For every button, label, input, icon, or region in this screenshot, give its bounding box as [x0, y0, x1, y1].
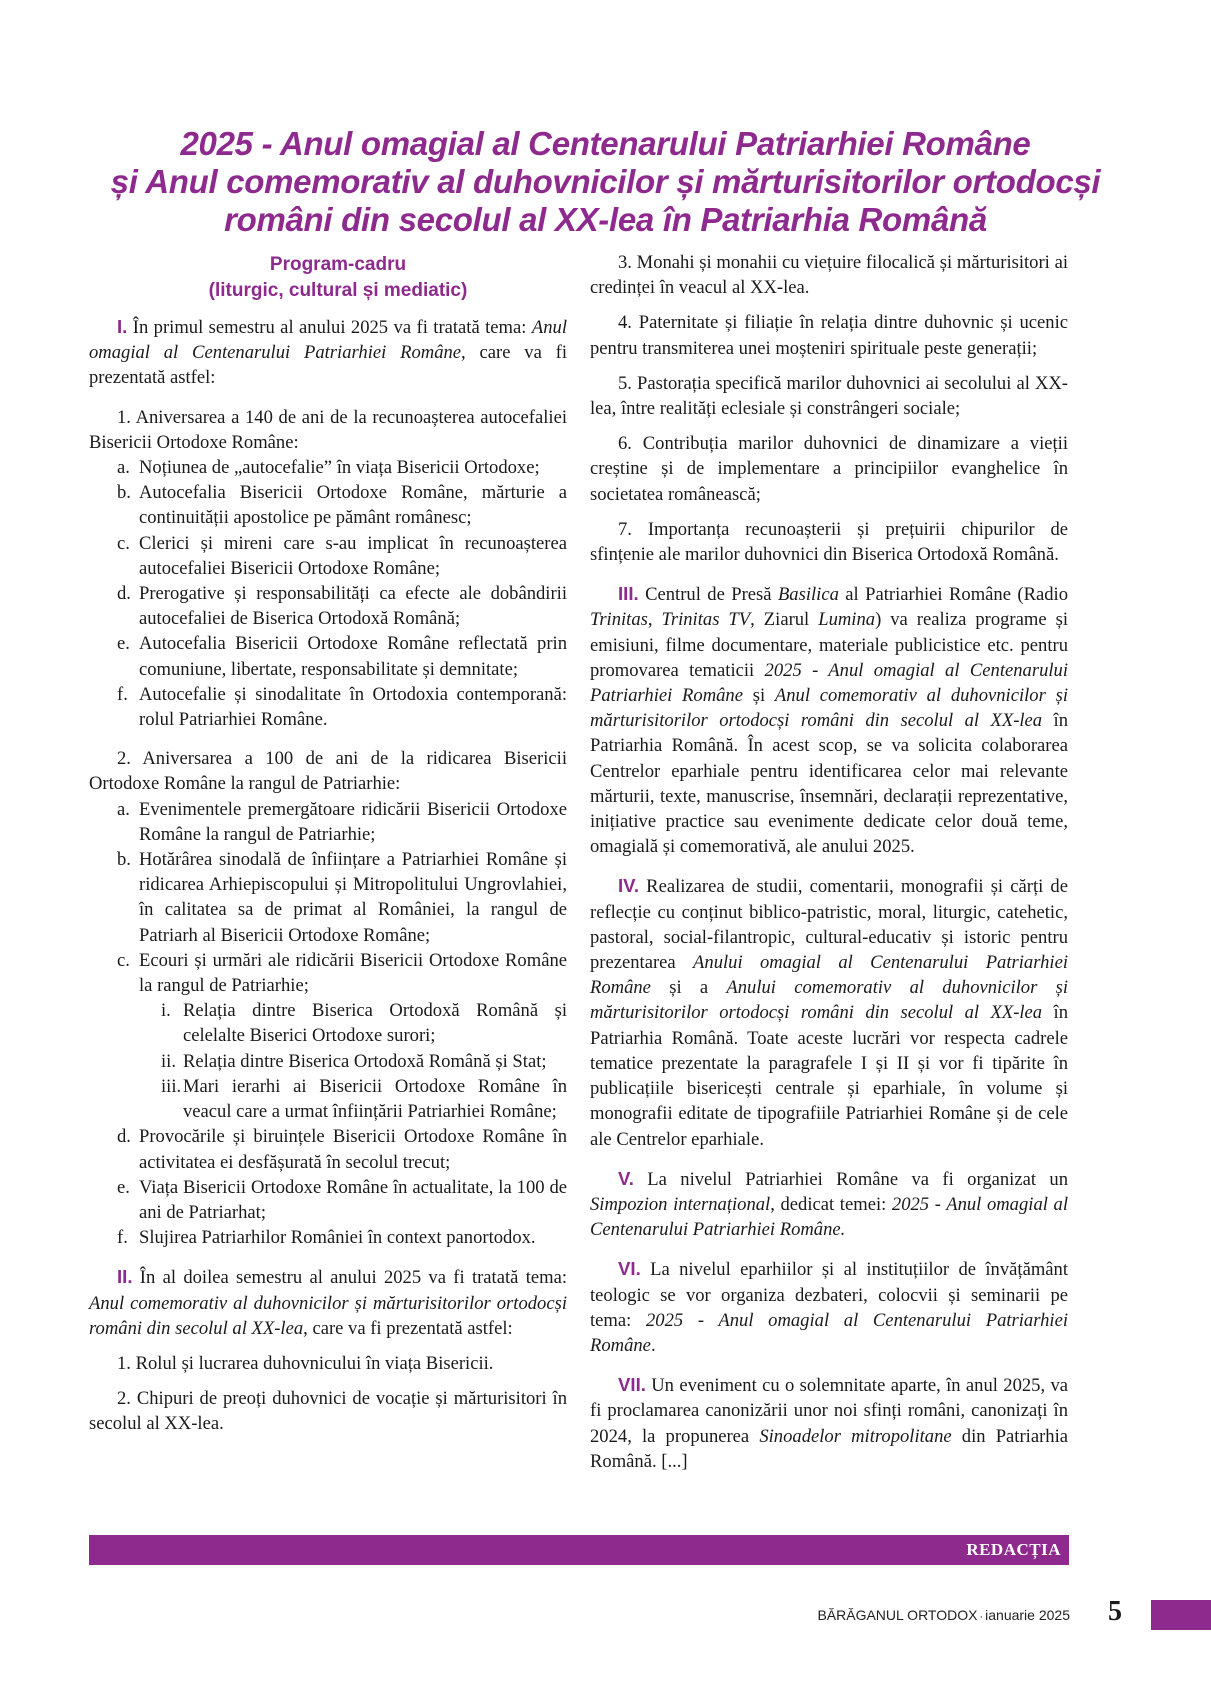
section-ii-intro [89, 1264, 567, 1341]
s7-t2: din Patriarhia Română. [...] [590, 1425, 1068, 1472]
list-item [89, 1124, 567, 1174]
subhead-line-1: Program-cadru [269, 254, 407, 275]
list-item [89, 797, 567, 847]
section-iv-number: IV. [618, 875, 640, 897]
section-iii-number: III. [618, 583, 639, 605]
section-ii-item-5: 5. Pastorația specifică marilor duhovnici ai secolului al XX-lea, între realități eclesiale și constrângeri sociale; [590, 372, 1068, 420]
section-ii-item-4: 4. Paternitate și filiație în relația dintre duhovnic și ucenic pentru transmiterea unei moșteniri spirituale peste generații; [590, 312, 1068, 359]
publication-name: BĂRĂGANUL ORTODOX [817, 1607, 978, 1623]
s7-i1: Sinoadelor mitropolitane [759, 1425, 952, 1447]
section-iv [590, 873, 1068, 1151]
section-i-item-2-sublist-a [89, 797, 567, 999]
list-item [89, 998, 567, 1048]
list-marker: b. [117, 482, 131, 504]
s4-t3: în Patriarhia Română. Toate aceste lucrări vor respecta cadrele tematice prezentate la paragrafele I și II și vor fi tipărite în publicațiile bisericești centrale și eparhiale, în volume și monografii editate de tipografiile Patriarhiei Române și de cele ale Centrelor eparhiale. [590, 1002, 1068, 1150]
section-i-item-1: 1. Aniversarea a 140 de ani de la recunoașterea autocefaliei Bisericii Ortodoxe Române: [89, 406, 567, 453]
list-item [89, 480, 567, 530]
page-accent-bar [1151, 1600, 1211, 1630]
s5-t2: , dedicat temei: [770, 1193, 892, 1215]
section-ii-item-7: 7. Importanța recunoașterii și prețuirii chipurilor de sfințenie ale marilor duhovnici din Biserica Ortodoxă Română. [590, 518, 1068, 566]
list-item [89, 682, 567, 732]
list-item [89, 1175, 567, 1225]
list-marker: f. [117, 683, 128, 705]
list-item [89, 847, 567, 948]
s3-t6: și [742, 685, 775, 707]
s4-i2: Anului comemorativ al duhovnicilor și mărturisitorilor ortodocși români din secolul al XX-lea [590, 977, 1068, 1024]
s3-t4: , Ziarul [750, 609, 819, 631]
list-text: Prerogative și responsabilități ca efecte ale dobândirii autocefaliei de Biserica Ortodoxă Română; [139, 583, 567, 630]
s6-i1: 2025 - Anul omagial al Centenarului Patriarhiei Române [590, 1309, 1069, 1356]
s3-i5: 2025 - Anul omagial al Centenarului Patriarhiei Române [590, 659, 1068, 707]
list-marker: b. [117, 849, 131, 871]
list-item [89, 1049, 567, 1074]
list-marker: e. [117, 633, 130, 655]
title-line-2: și Anul comemorativ al duhovnicilor și mărturisitorilor ortodocși [110, 163, 1101, 200]
section-i-theme: Anul omagial al Centenarului Patriarhiei Române [89, 317, 567, 364]
section-v-number: V. [618, 1167, 634, 1189]
list-text: Viața Bisericii Ortodoxe Române în actualitate, la 100 de ani de Patriarhat; [139, 1176, 567, 1223]
s3-t3: , [647, 609, 662, 631]
s4-t1: Realizarea de studii, comentarii, monografii și cărți de reflecție cu conținut biblico-patristic, moral, liturgic, catehetic, pastoral, social-filantropic, cultural-educativ și istoric pentru prezentarea [590, 876, 1068, 974]
list-marker: c. [117, 949, 130, 971]
list-marker: f. [117, 1227, 128, 1249]
s5-i2: 2025 - Anul omagial al Centenarului Patriarhiei Române. [590, 1193, 1068, 1241]
list-text: Provocările și biruințele Bisericii Ortodoxe Române în activitatea ei desfășurată în secolul trecut; [139, 1126, 567, 1173]
section-v [590, 1166, 1068, 1243]
list-marker: e. [117, 1176, 130, 1198]
footer-separator: · [979, 1611, 984, 1623]
s3-i4: Lumina [818, 609, 876, 631]
s3-i3: Trinitas TV [661, 609, 751, 631]
list-item [89, 531, 567, 581]
list-marker: d. [117, 583, 131, 605]
s4-t2: și a [650, 977, 727, 999]
section-ii-text-b: , care va fi prezentată astfel: [303, 1317, 513, 1339]
s3-t5: ) va realiza programe și emisiuni, filme documentare, materiale publicistice etc. pentru promovarea tematicii [590, 609, 1068, 681]
page-footer [700, 1607, 1070, 1623]
section-i-number: I. [117, 316, 128, 337]
s6-t1: La nivelul eparhiilor și al instituțiilor de învățământ teologic se vor organiza dezbateri, colocvii și seminarii pe tema: [590, 1259, 1068, 1331]
title-line-1: 2025 - Anul omagial al Centenarului Patriarhiei Române [180, 125, 1031, 162]
section-ii-item-6: 6. Contribuția marilor duhovnici de dinamizare a vieții creștine și de implementare a principiilor evanghelice în societatea românească; [590, 433, 1068, 505]
list-item [89, 455, 567, 480]
section-i-item-2-roman-sublist [89, 998, 567, 1124]
section-iii [590, 581, 1068, 859]
article-title [60, 125, 1151, 239]
section-vi [590, 1256, 1068, 1358]
list-marker: ii. [161, 1050, 176, 1072]
list-text: Slujirea Patriarhilor României în context panortodox. [139, 1227, 536, 1249]
section-i-item-1-sublist [89, 455, 567, 732]
list-text: Clerici și mireni care s-au implicat în recunoașterea autocefaliei Bisericii Ortodoxe Române; [139, 532, 567, 579]
s3-i2: Trinitas [590, 609, 648, 631]
list-marker: c. [117, 532, 130, 554]
s4-i1: Anului omagial al Centenarului Patriarhiei Române [590, 952, 1068, 999]
list-marker: i. [161, 1000, 171, 1022]
list-text: Autocefalia Bisericii Ortodoxe Române reflectată prin comuniune, libertate, responsabilitate și demnitate; [139, 633, 567, 680]
s3-t7: în Patriarhia Română. În acest scop, se va solicita colaborarea Centrelor eparhiale pentru identificarea celor mai relevante mărturii, texte, manuscrise, însemnări, declarații reprezentative, inițiative practice sau evenimente dedicate celor două teme, omagială și comemorativă, ale anului 2025. [590, 710, 1068, 858]
section-ii-number: II. [117, 1266, 133, 1288]
subhead-line-2: (liturgic, cultural și mediatic) [208, 280, 468, 301]
section-vii-number: VII. [618, 1374, 646, 1396]
section-vi-number: VI. [618, 1258, 641, 1280]
list-text: Autocefalie și sinodalitate în Ortodoxia contemporană: rolul Patriarhiei Române. [139, 683, 567, 731]
program-subheading [89, 252, 567, 304]
s5-t1: La nivelul Patriarhiei Române va fi organizat un [633, 1168, 1068, 1190]
list-marker: iii. [161, 1075, 182, 1097]
section-ii-item-2: 2. Chipuri de preoți duhovnici de vocație și mărturisitori în secolul al XX-lea. [89, 1388, 567, 1435]
list-marker: d. [117, 1126, 131, 1148]
left-column [89, 252, 567, 1437]
section-i-text-b: , care va fi prezentată astfel: [89, 342, 568, 389]
section-i-text-a: În primul semestru al anului 2025 va fi tratată tema: [127, 317, 532, 338]
list-text: Evenimentele premergătoare ridicării Bisericii Ortodoxe Române la rangul de Patriarhie; [139, 798, 567, 845]
right-column [590, 250, 1068, 1474]
section-ii-text-a: În al doilea semestru al anului 2025 va fi tratată tema: [132, 1267, 567, 1289]
section-ii-item-1: 1. Rolul și lucrarea duhovnicului în viața Bisericii. [117, 1352, 494, 1374]
title-line-3: români din secolul al XX-lea în Patriarhia Română [224, 201, 987, 238]
list-text: Hotărârea sinodală de înființare a Patriarhiei Române și ridicarea Arhiepiscopului și Mitropolitului Ungrovlahiei, în calitatea sa de primat al României, la rangul de Patriarh al Bisericii Ortodoxe Române; [139, 849, 567, 946]
list-text: Noțiunea de „autocefalie” în viața Bisericii Ortodoxe; [139, 457, 540, 479]
list-item [89, 631, 567, 681]
list-text: Mari ierarhi ai Bisericii Ortodoxe Române în veacul care a urmat înființării Patriarhiei Române; [183, 1075, 567, 1123]
section-i-item-2-sublist-b [89, 1124, 567, 1250]
list-item [89, 948, 567, 998]
signature-bar [89, 1535, 1069, 1565]
list-item [89, 1225, 567, 1250]
section-ii-item-3: 3. Monahi și monahii cu viețuire filocalică și mărturisitori ai credinței în veacul al XX-lea. [590, 252, 1068, 299]
issue-date: ianuarie 2025 [985, 1607, 1070, 1623]
list-item [89, 581, 567, 631]
list-text: Autocefalia Bisericii Ortodoxe Române, mărturie a continuității apostolice pe pământ românesc; [139, 482, 567, 529]
s7-t1: Un eveniment cu o solemnitate aparte, în anul 2025, va fi proclamarea canonizării unor noi sfinți români, canonizați în 2024, la propunerea [590, 1375, 1068, 1447]
section-i-item-2: 2. Aniversarea a 100 de ani de la ridicarea Bisericii Ortodoxe Române la rangul de Patriarhie: [89, 748, 567, 795]
list-text: Ecouri și urmări ale ridicării Bisericii Ortodoxe Române la rangul de Patriarhie; [139, 949, 567, 997]
s6-t2: . [650, 1334, 656, 1356]
section-ii-theme: Anul comemorativ al duhovnicilor și mărturisitorilor ortodocși români din secolul al XX-lea [89, 1292, 567, 1339]
list-marker: a. [117, 798, 130, 820]
signature: REDACȚIA [966, 1540, 1061, 1559]
list-text: Relația dintre Biserica Ortodoxă Română și celelalte Biserici Ortodoxe surori; [183, 1000, 567, 1047]
list-marker: a. [117, 457, 130, 479]
page-number: 5 [1108, 1596, 1122, 1627]
section-i-intro [89, 314, 567, 391]
s3-t1: Centrul de Presă [638, 584, 778, 606]
list-item [89, 1074, 567, 1124]
s5-i1: Simpozion internațional [590, 1193, 771, 1215]
section-vii [590, 1372, 1068, 1474]
list-text: Relația dintre Biserica Ortodoxă Română și Stat; [183, 1050, 547, 1072]
s3-i6: Anul comemorativ al duhovnicilor și mărturisitorilor ortodocși români din secolul al XX-lea [590, 685, 1068, 732]
s3-t2: al Patriarhiei Române (Radio [838, 584, 1068, 606]
s3-i1: Basilica [777, 584, 839, 606]
